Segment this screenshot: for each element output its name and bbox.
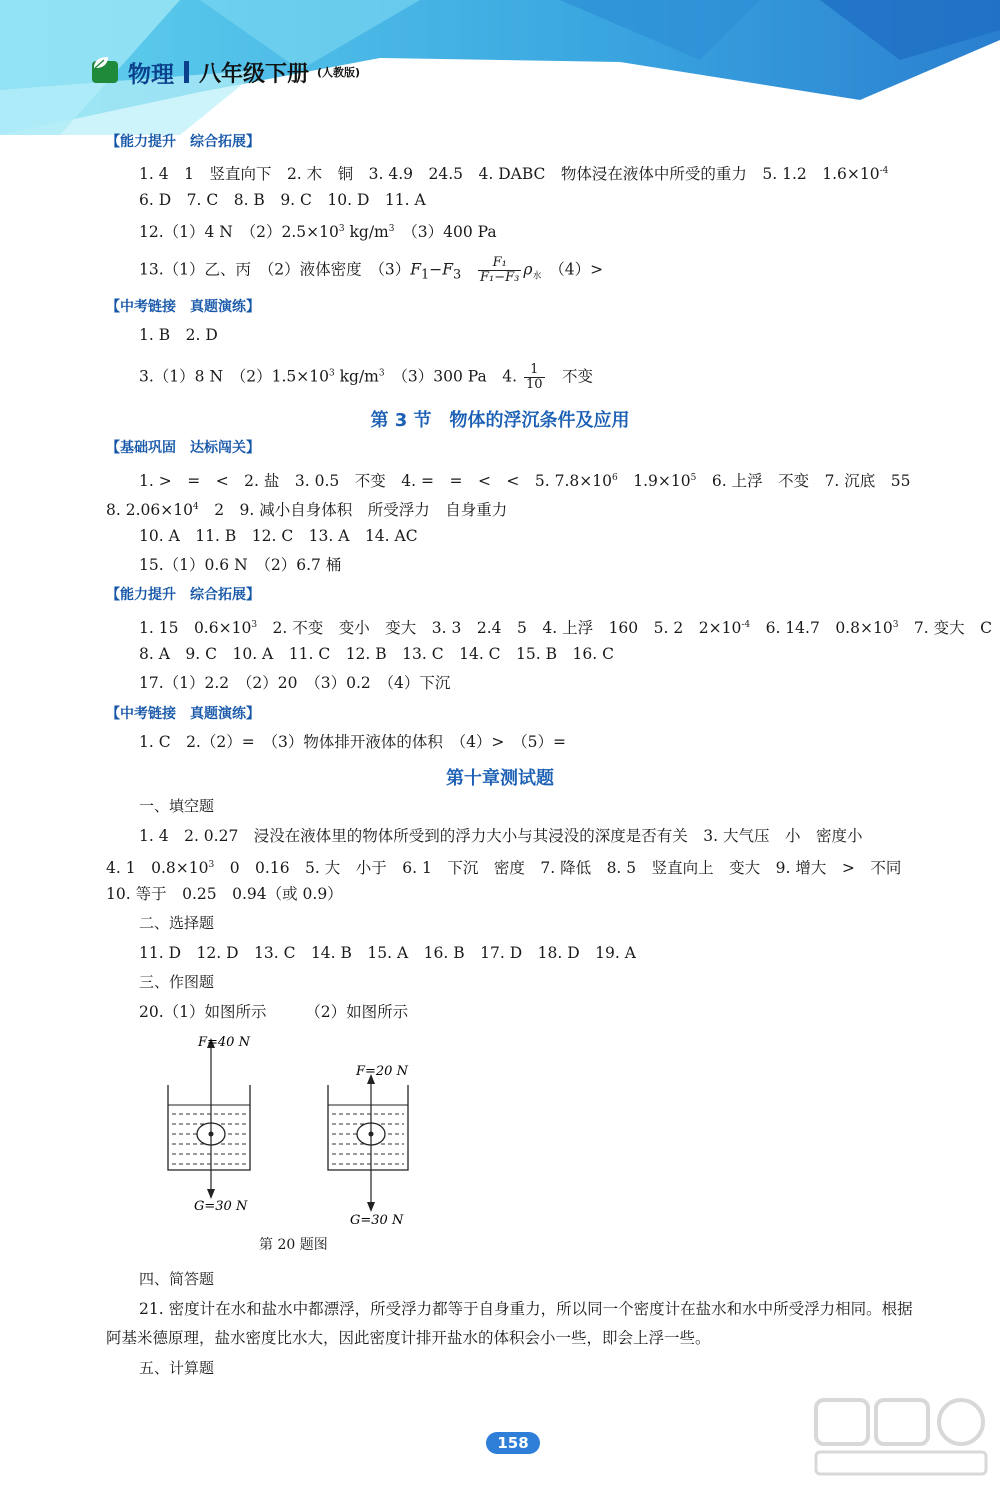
figure-20 [150,1030,450,1230]
answer-line: 1. > = < 2. 盐 3. 0.5 不变 4. = = < < 5. $7.8\times 10^6$ $1.9\times 10^5$ 6. 上浮 不变 7. 沉底 55 [139,472,911,491]
tag-zhongkao: 【中考链接 真题演练】 [106,706,260,722]
answer-line: 10. 等于 0.25 0.94（或 0.9） [106,885,343,903]
tag-zhongkao: 【中考链接 真题演练】 [106,299,260,315]
right-force-label: F=20 N [356,1064,408,1079]
answer-line: 1. 15 $0.6\times 10^3$ 2. 不变 变小 变大 3. 3 2.4 5 4. 上浮 160 5. 2 $2\times 10^{-4}$ 6. 14.7 $0.8\times 10^3$ 7. 变大 C [139,619,992,638]
buoyancy-diagram [150,1030,450,1230]
grade-title: 八年级下册 [199,61,310,87]
edition-label: (人教版) [317,66,361,79]
brand [92,56,360,88]
part-heading: 二、选择题 [139,914,215,932]
fraction: $\frac{\text{F₁}}{\text{F₁−F₃}}$ [480,255,520,285]
divider-bar [184,61,189,83]
answer-line: 1. B 2. D [139,326,218,344]
left-container [168,1038,250,1199]
header-banner [0,0,1000,135]
leaf-icon [92,61,118,83]
answer-line: 1. 4 2. 0.27 浸没在液体里的物体所受到的浮力大小与其浸没的深度是否有关 3. 大气压 小 密度小 [139,827,863,845]
figure-caption: 第 20 题图 [259,1237,328,1253]
answer-line: 10. A 11. B 12. C 13. A 14. AC [139,527,418,545]
subject-title: 物理 [128,61,174,88]
answer-line: 15.（1）0.6 N （2）6.7 桶 [139,556,342,574]
answer-line: 1. 4 1 竖直向下 2. 木 铜 3. 4.9 24.5 4. DABC 物体浸在液体中所受的重力 5. 1.2 $1.6\times 10^{-4}$ [139,165,889,184]
answer-line: 8. A 9. C 10. A 11. C 12. B 13. C 14. C 15. B 16. C [139,645,614,663]
section-title: 第 3 节 物体的浮沉条件及应用 [370,410,630,431]
answer-line: 3.（1）8 N $(2)1.5\times 10^3$ $kg/m^3$ （3）300 Pa 4. $\frac{1}{10}$ 不变 [139,362,594,392]
part-heading: 三、作图题 [139,973,215,991]
answer-line: 1. C 2.（2）= （3）物体排开液体的体积 （4）> （5）= [139,733,567,751]
answer-line: 17.（1）2.2 （2）20 （3）0.2 （4）下沉 [139,674,451,692]
tag-ability: 【能力提升 综合拓展】 [106,587,260,603]
answer-line: 8. $2.06\times 10^4$ 2 9. 减小自身体积 所受浮力 自身重力 [106,501,508,520]
answer-line: 20.（1）如图所示 （2）如图所示 [139,1003,409,1021]
answer-paragraph: 21. 密度计在水和盐水中都漂浮，所受浮力都等于自身重力，所以同一个密度计在盐水和水中所受浮力相同。根据阿基米德原理，盐水密度比水大，因此密度计排开盐水的体积会小一些，即会上浮一些。 [106,1300,913,1347]
answer-line: 12.（1）4 N $(2)2.5\times 10^3$ $kg/m^3$ （3）400 Pa [139,223,497,242]
page-number: 158 [486,1432,540,1454]
answer-line: 13.（1）乙、丙 （2）液体密度 $(3)F_1-F_3$ $\frac{\text{F₁}}{\text{F₁−F₃}}$ $\rho_水$ （4）> [139,255,604,285]
chapter-test-title: 第十章测试题 [446,768,554,789]
left-force-label: F=40 N [198,1035,250,1050]
fraction: $\frac{1}{10}$ [525,362,543,392]
right-gravity-label: G=30 N [350,1213,404,1228]
tag-ability: 【能力提升 综合拓展】 [106,134,260,150]
watermark-logo [806,1392,996,1482]
part-heading: 四、简答题 [139,1270,215,1288]
answer-line: 6. D 7. C 8. B 9. C 10. D 11. A [139,191,426,209]
tag-basic: 【基础巩固 达标闯关】 [106,440,260,456]
part-heading: 一、填空题 [139,797,215,815]
answer-line: 11. D 12. D 13. C 14. B 15. A 16. B 17. D 18. D 19. A [139,944,636,962]
right-container [328,1074,408,1212]
left-gravity-label: G=30 N [194,1199,248,1214]
answer-line: 4. 1 $0.8\times 10^3$ 0 0.16 5. 大 小于 6. 1 下沉 密度 7. 降低 8. 5 竖直向上 变大 9. 增大 > 不同 [106,859,902,878]
part-heading: 五、计算题 [139,1359,215,1377]
